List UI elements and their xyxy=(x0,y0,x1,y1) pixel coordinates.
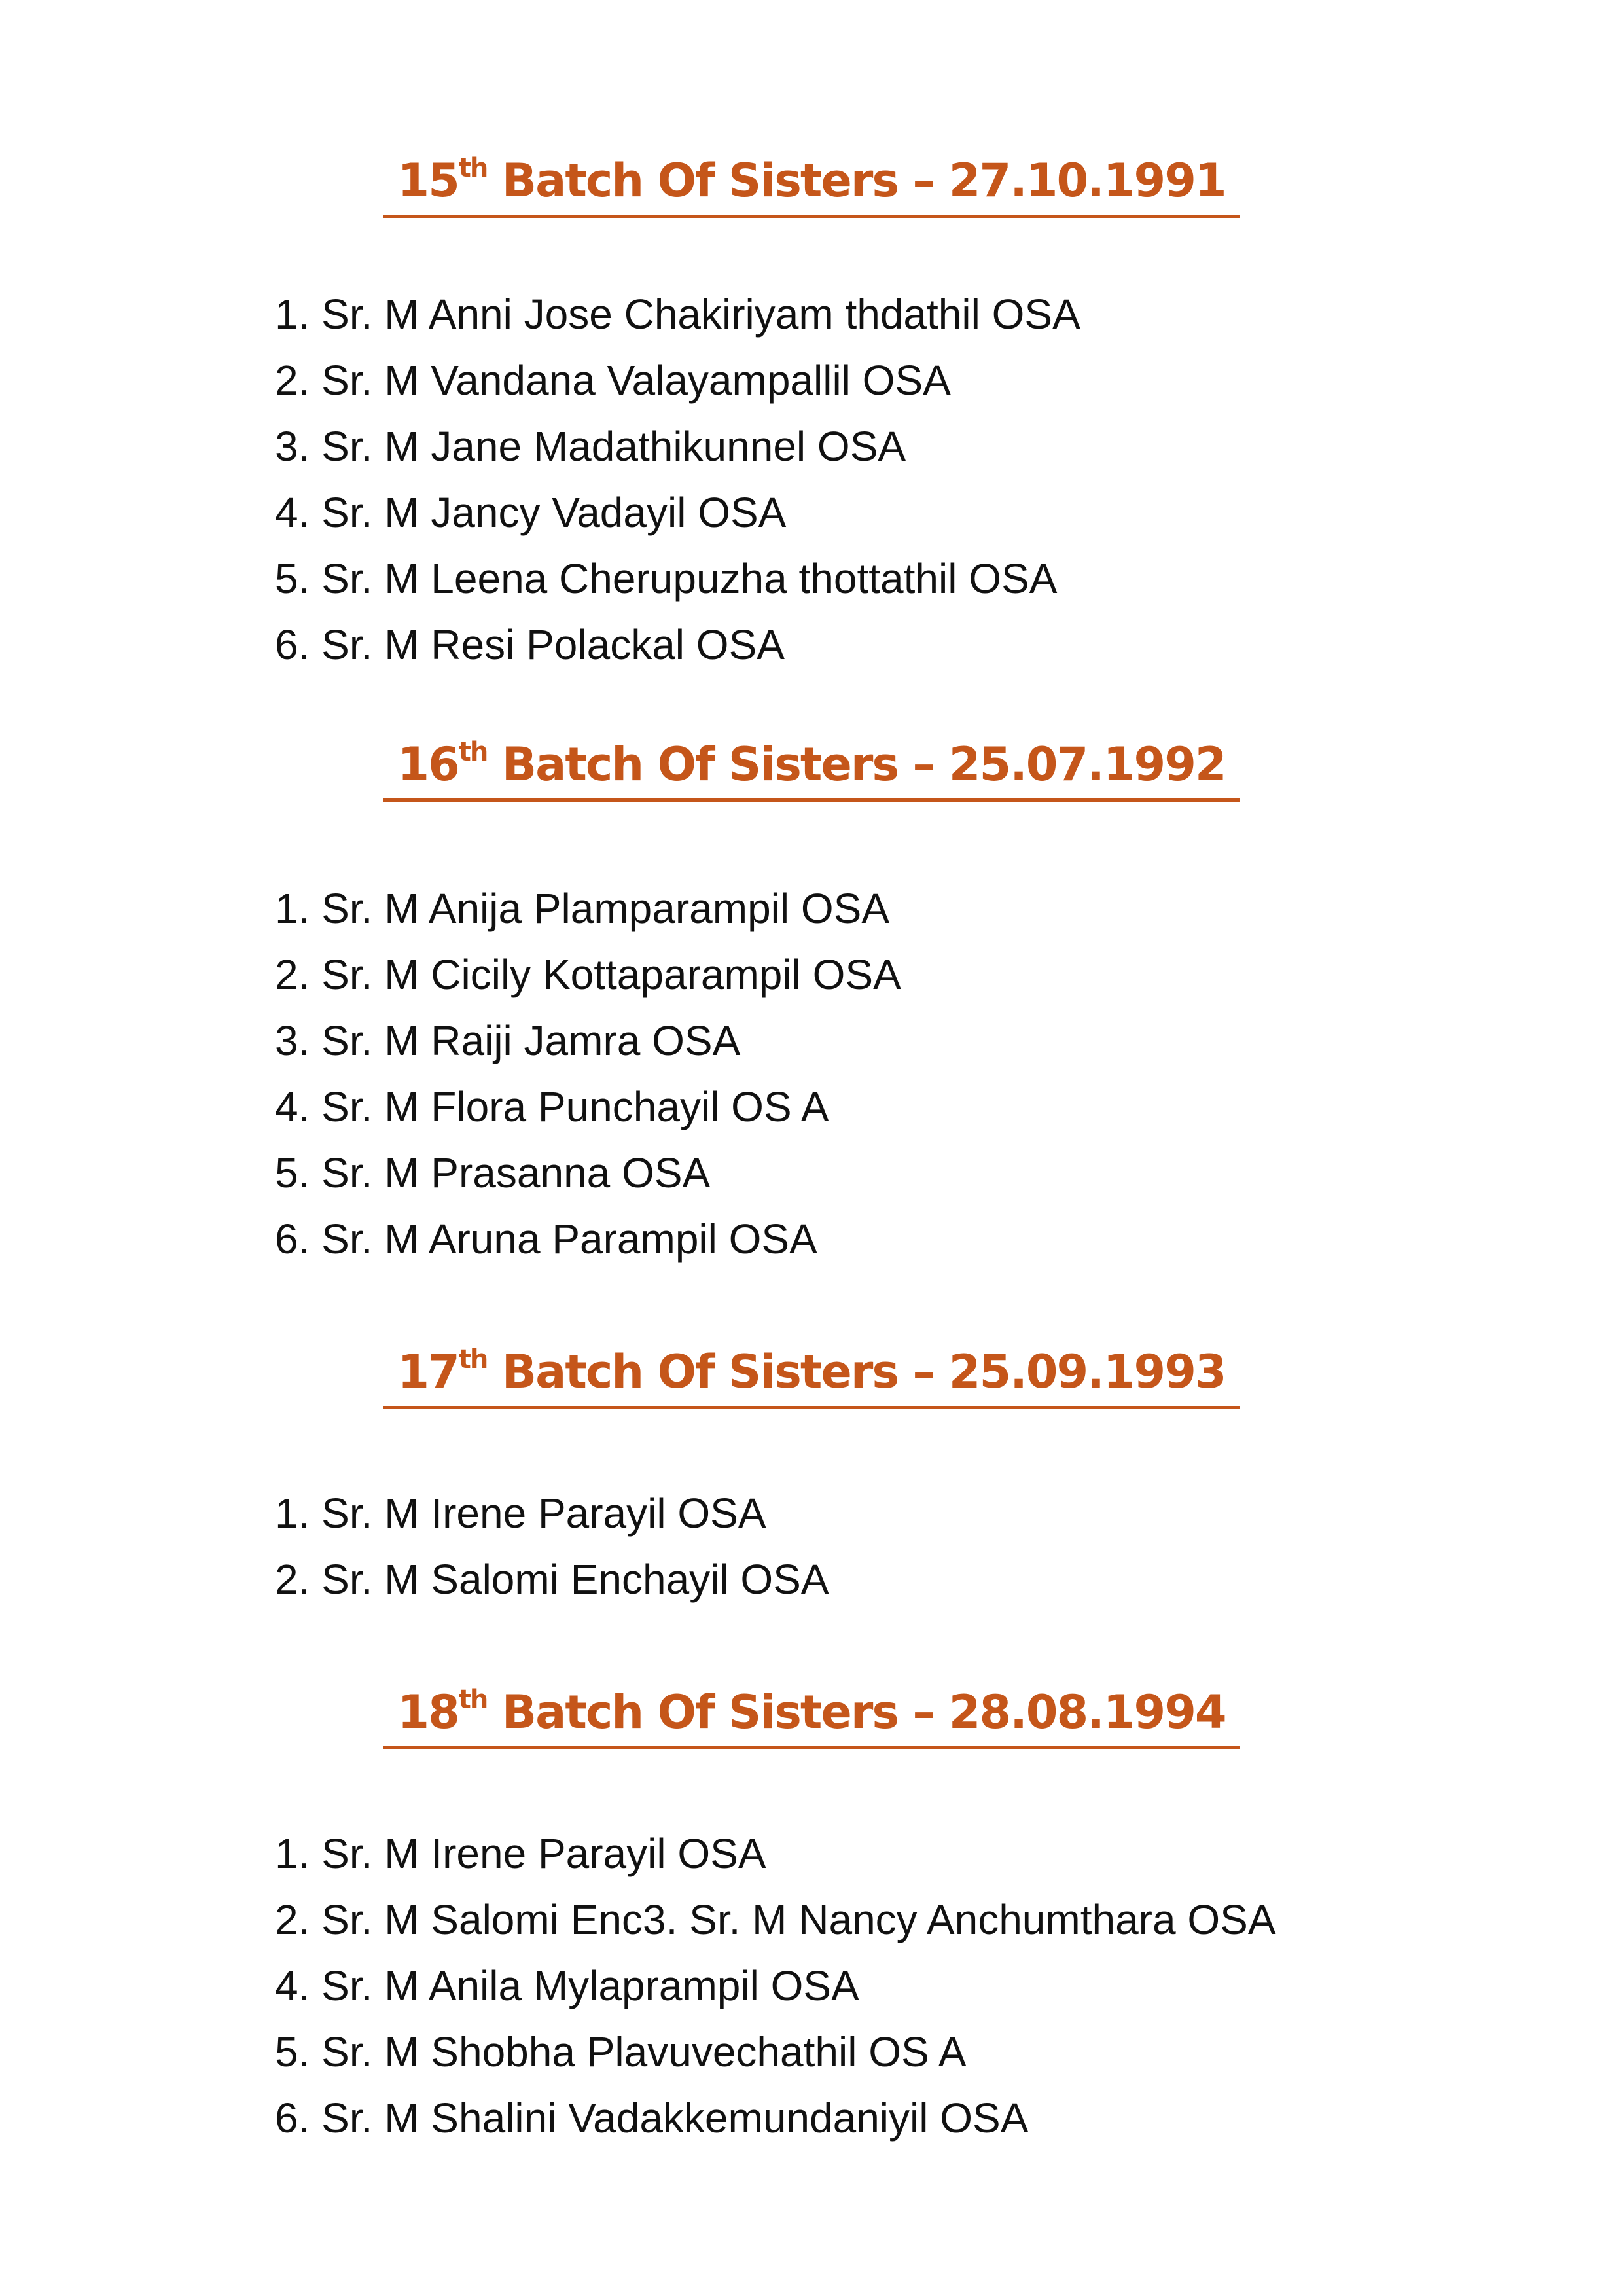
batch-heading-wrap xyxy=(0,734,1623,802)
member-item: 4. Sr. M Flora Punchayil OS A xyxy=(275,1083,829,1130)
batch-section-15 xyxy=(0,151,1623,668)
member-item: 5. Sr. M Prasanna OSA xyxy=(275,1149,711,1196)
batch-ordinal-suffix: th xyxy=(458,1685,488,1715)
batch-title-text: Batch Of Sisters – 25.07.1992 xyxy=(487,738,1226,791)
batch-ordinal-number: 18 xyxy=(397,1685,459,1739)
member-item: 1. Sr. M Irene Parayil OSA xyxy=(275,1490,766,1537)
batch-heading-17 xyxy=(383,1342,1240,1409)
batch-title-text: Batch Of Sisters – 27.10.1991 xyxy=(487,154,1226,207)
batch-ordinal-suffix: th xyxy=(458,1344,488,1374)
member-item: 1. Sr. M Anija Plamparampil OSA xyxy=(275,885,890,932)
member-item: 2. Sr. M Vandana Valayampallil OSA xyxy=(275,357,951,404)
batch-section-18 xyxy=(0,1682,1623,2142)
member-item: 2. Sr. M Salomi Enc3. Sr. M Nancy Anchumthara OSA xyxy=(275,1896,1276,1943)
member-item: 5. Sr. M Shobha Plavuvechathil OS A xyxy=(275,2028,967,2075)
member-item: 2. Sr. M Cicily Kottaparampil OSA xyxy=(275,951,901,998)
member-item: 1. Sr. M Irene Parayil OSA xyxy=(275,1830,766,1877)
batch-ordinal-suffix: th xyxy=(458,153,488,183)
member-item: 6. Sr. M Aruna Parampil OSA xyxy=(275,1215,817,1263)
batch-ordinal-number: 15 xyxy=(397,154,459,207)
member-list-18 xyxy=(275,1821,1584,2151)
member-item: 6. Sr. M Shalini Vadakkemundaniyil OSA xyxy=(275,2094,1029,2142)
batch-heading-wrap xyxy=(0,151,1623,218)
member-item: 3. Sr. M Raiji Jamra OSA xyxy=(275,1017,741,1064)
batch-section-17 xyxy=(0,1342,1623,1603)
batch-title-text: Batch Of Sisters – 28.08.1994 xyxy=(487,1685,1226,1739)
member-item: 3. Sr. M Jane Madathikunnel OSA xyxy=(275,423,906,470)
batch-ordinal-suffix: th xyxy=(458,737,488,767)
batch-heading-15 xyxy=(383,151,1240,218)
batch-ordinal-number: 16 xyxy=(397,738,459,791)
member-item: 5. Sr. M Leena Cherupuzha thottathil OSA xyxy=(275,555,1058,602)
member-item: 1. Sr. M Anni Jose Chakiriyam thdathil OSA xyxy=(275,291,1080,338)
batch-ordinal-number: 17 xyxy=(397,1345,459,1399)
member-item: 4. Sr. M Jancy Vadayil OSA xyxy=(275,489,787,536)
batch-heading-18 xyxy=(383,1682,1240,1749)
batch-heading-wrap xyxy=(0,1342,1623,1409)
batch-section-16 xyxy=(0,734,1623,1263)
batch-heading-wrap xyxy=(0,1682,1623,1749)
member-item: 4. Sr. M Anila Mylaprampil OSA xyxy=(275,1962,859,2009)
member-list-16 xyxy=(275,876,1584,1272)
member-list-17 xyxy=(275,1480,1584,1613)
member-list-15 xyxy=(275,281,1584,678)
batch-heading-16 xyxy=(383,734,1240,802)
member-item: 2. Sr. M Salomi Enchayil OSA xyxy=(275,1556,829,1603)
member-item: 6. Sr. M Resi Polackal OSA xyxy=(275,621,785,668)
batch-title-text: Batch Of Sisters – 25.09.1993 xyxy=(487,1345,1226,1399)
